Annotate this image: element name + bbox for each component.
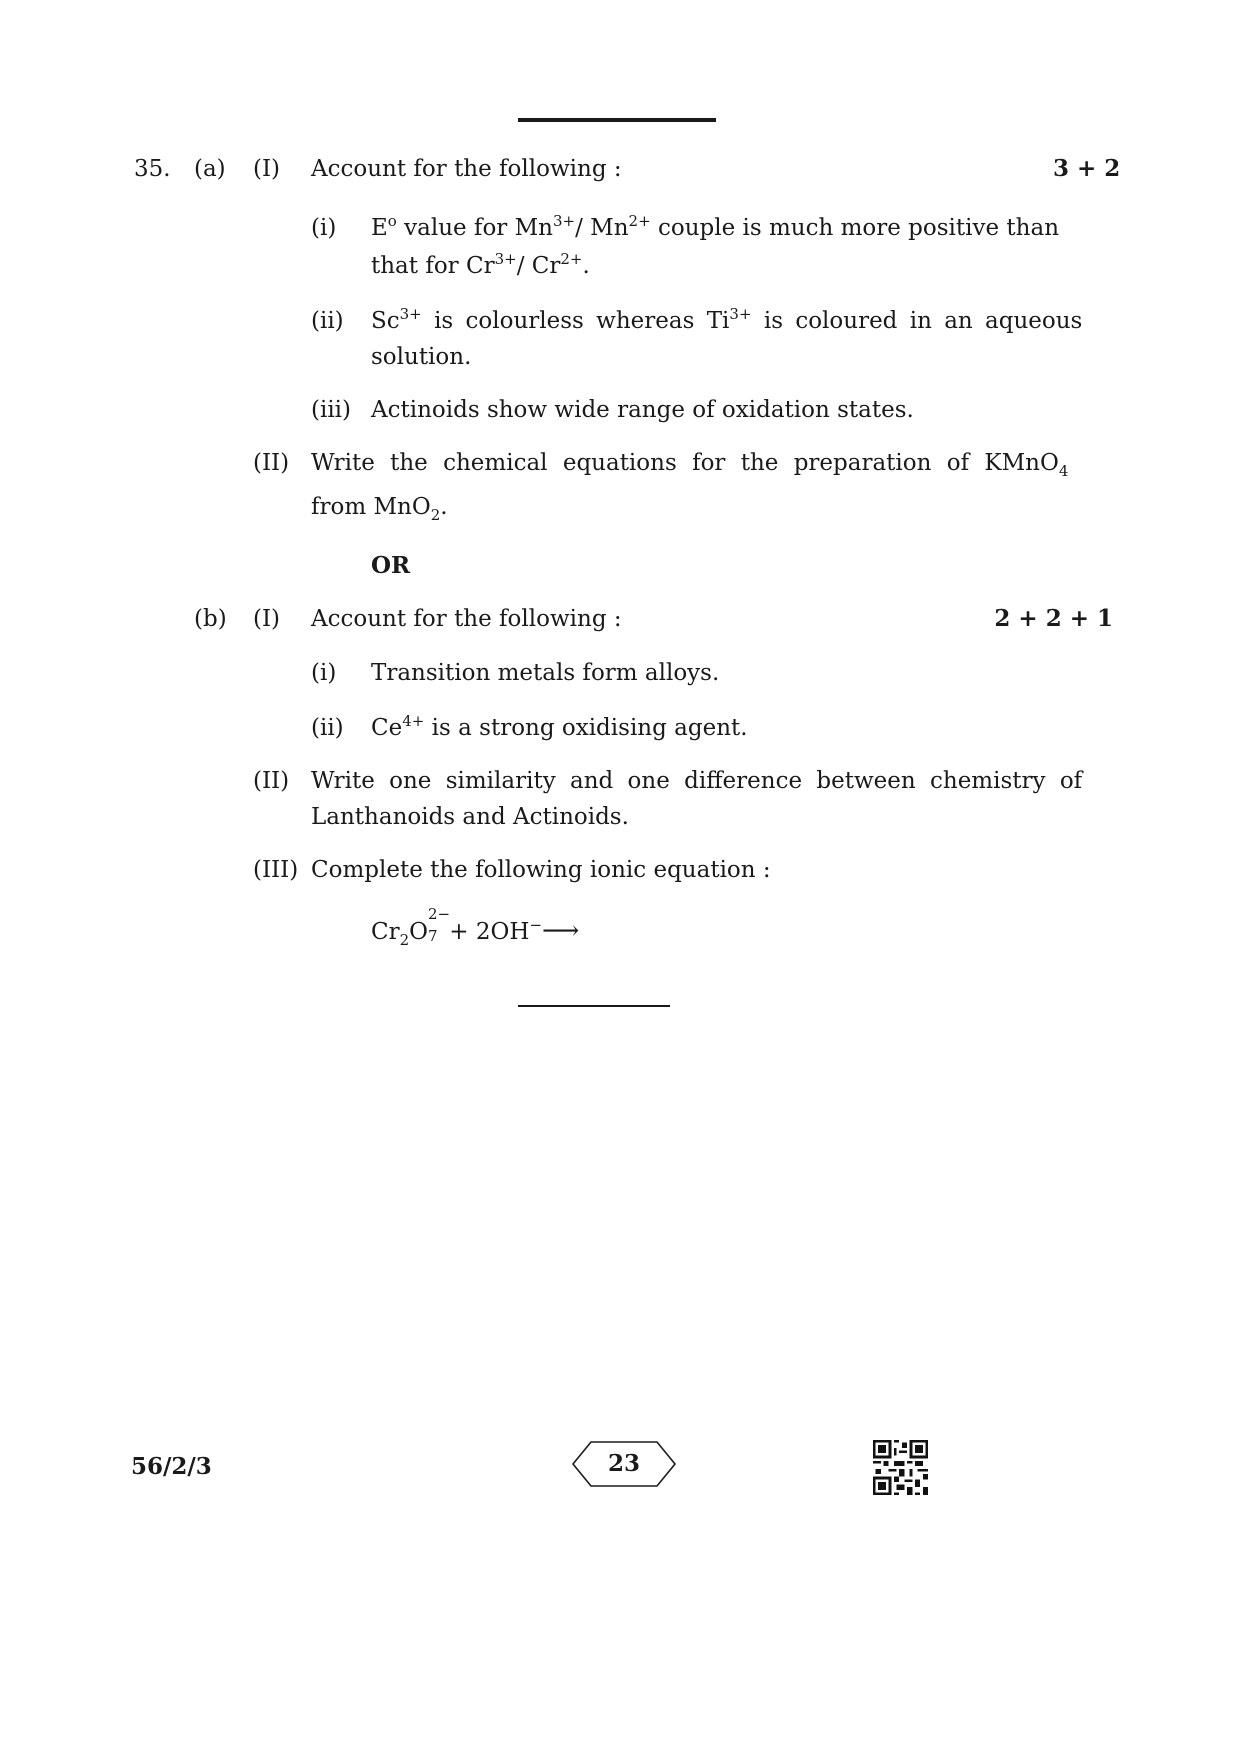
top-rule [518, 118, 716, 122]
b-III-label: (III) [253, 857, 299, 883]
footer-code: 56/2/3 [131, 1453, 212, 1480]
b-I-i-label: (i) [311, 660, 337, 686]
arrow-icon: ⟶ [542, 916, 580, 946]
a-I-ii-label: (ii) [311, 308, 344, 334]
part-b-I-heading: Account for the following : [311, 606, 622, 632]
b-II-label: (II) [253, 768, 290, 794]
or-label: OR [371, 552, 411, 579]
part-a-label: (a) [194, 156, 226, 182]
qr-code-icon [873, 1440, 928, 1495]
a-II-label: (II) [253, 450, 290, 476]
b-I-i-text: Transition metals form alloys. [371, 660, 720, 686]
b-III-heading: Complete the following ionic equation : [311, 857, 771, 883]
a-I-iii-text: Actinoids show wide range of oxidation states. [371, 397, 914, 423]
question-number: 35. [134, 156, 171, 182]
a-I-i-line2: that for $Cr^{3+}/$ $Cr^{2+}$. [371, 250, 590, 279]
b-I-ii-text: $Ce^{4+}$ is a strong oxidising agent. [371, 712, 748, 741]
part-a-marks: 3 + 2 [1053, 155, 1121, 182]
b-I-ii-label: (ii) [311, 715, 344, 741]
page-number-badge [571, 1440, 677, 1488]
a-I-ii-line1: $Sc^{3+}$ is colourless whereas $Ti^{3+}$ is coloured in an aqueous [371, 305, 1083, 334]
b-II-line2: Lanthanoids and Actinoids. [311, 804, 629, 830]
a-II-line2: from MnO$_2$. [311, 494, 448, 524]
part-b-label: (b) [194, 606, 227, 632]
ionic-equation: $Cr_2O$ 2− 7 + 2OH−⟶ [371, 905, 580, 949]
a-I-iii-label: (iii) [311, 397, 352, 423]
part-a-I-heading: Account for the following : [311, 156, 622, 182]
a-I-ii-line2: solution. [371, 344, 472, 370]
part-a-I-label: (I) [253, 156, 281, 182]
part-b-marks: 2 + 2 + 1 [994, 605, 1113, 632]
page-number: 23 [607, 1450, 640, 1477]
a-II-line1: Write the chemical equations for the preparation of KMnO$_4$ [311, 450, 1069, 480]
b-II-line1: Write one similarity and one difference between chemistry of [311, 768, 1083, 794]
part-b-I-label: (I) [253, 606, 281, 632]
end-rule [518, 1005, 670, 1007]
a-I-i-label: (i) [311, 215, 337, 241]
a-I-i-line1: $E^o$ value for $Mn^{3+}/$ $Mn^{2+}$ couple is much more positive than [371, 212, 1060, 241]
